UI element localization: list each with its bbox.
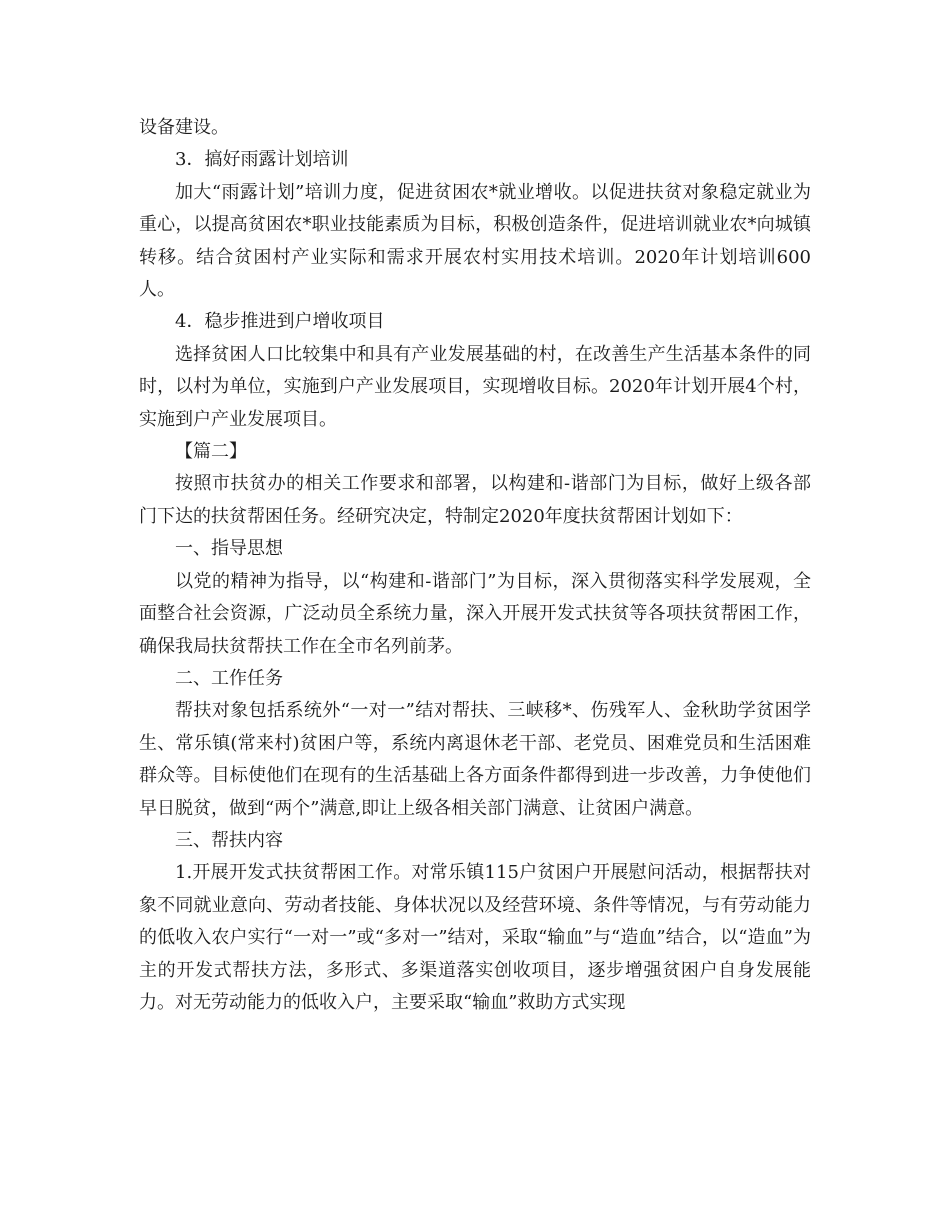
part-two-marker: 【篇二】 bbox=[175, 441, 247, 463]
paragraph-rain-plan: 加大“雨露计划”培训力度，促进贫困农*就业增收。以促进扶贫对象稳定就业为重心，以提高贫困农*职业技能素质为目标，积极创造条件，促进培训就业农*向城镇转移。结合贫困村产业实际和需求开展农村实用技术培训。2020年计划培训600人。 bbox=[139, 181, 811, 301]
section-heading-rain-plan: 3．搞好雨露计划培训 bbox=[175, 149, 349, 171]
section-heading-household-projects: 4．稳步推进到户增收项目 bbox=[175, 311, 385, 333]
paragraph-work-tasks: 帮扶对象包括系统外“一对一”结对帮扶、三峡移*、伤残军人、金秋助学贫困学生、常乐镇(常来村)贫困户等，系统内离退休老干部、老党员、困难党员和生活困难群众等。目标使他们在现有的生活基础上各方面条件都得到进一步改善，力争使他们早日脱贫，做到“两个”满意,即让上级各相关部门满意、让贫困户满意。 bbox=[139, 700, 811, 819]
document-body bbox=[139, 112, 811, 1019]
paragraph-continuation: 设备建设。 bbox=[139, 117, 229, 138]
section-heading-assistance-content: 三、帮扶内容 bbox=[175, 829, 283, 851]
section-heading-work-tasks: 二、工作任务 bbox=[175, 667, 283, 689]
paragraph-intro: 按照市扶贫办的相关工作要求和部署，以构建和-谐部门为目标，做好上级各部门下达的扶贫帮困任务。经研究决定，特制定2020年度扶贫帮困计划如下： bbox=[139, 473, 811, 527]
paragraph-assistance-content: 1.开展开发式扶贫帮困工作。对常乐镇115户贫困户开展慰问活动，根据帮扶对象不同就业意向、劳动者技能、身体状况以及经营环境、条件等情况，与有劳动能力的低收入农户实行“一对一”或“多对一”结对，采取“输血”与“造血”结合，以“造血”为主的开发式帮扶方法，多形式、多渠道落实创收项目，逐步增强贫困户自身发展能力。对无劳动能力的低收入户，主要采取“输血”救助方式实现 bbox=[139, 862, 811, 1013]
paragraph-guiding-ideology: 以党的精神为指导，以“构建和-谐部门”为目标，深入贯彻落实科学发展观，全面整合社会资源，广泛动员全系统力量，深入开展开发式扶贫等各项扶贫帮困工作，确保我局扶贫帮扶工作在全市名列前茅。 bbox=[139, 570, 811, 657]
paragraph-household-projects: 选择贫困人口比较集中和具有产业发展基础的村，在改善生产生活基本条件的同时，以村为单位，实施到户产业发展项目，实现增收目标。2020年计划开展4个村，实施到户产业发展项目。 bbox=[139, 343, 811, 430]
section-heading-guiding-ideology: 一、指导思想 bbox=[175, 538, 283, 560]
